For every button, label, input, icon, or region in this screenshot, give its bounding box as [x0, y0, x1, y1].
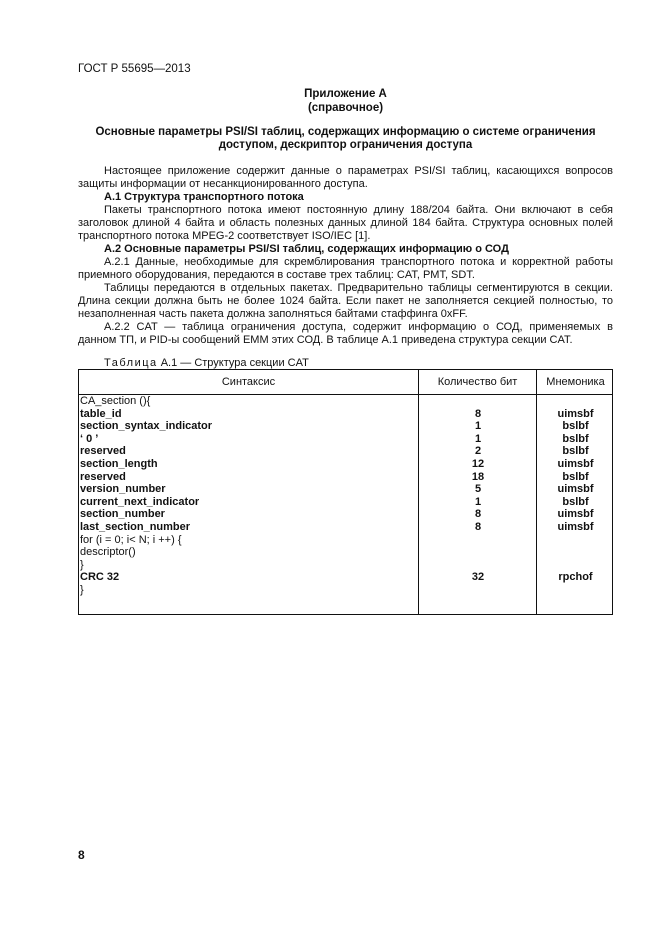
header-bits: Количество бит	[437, 376, 518, 388]
syntax-cell: }	[80, 558, 84, 571]
syntax-cell: table_id	[80, 407, 122, 420]
table-row	[79, 584, 612, 597]
bits-cell: 32	[471, 571, 485, 584]
appendix-heading-line2: доступом, дескриптор ограничения доступа	[218, 139, 473, 151]
bits-cell: 1	[474, 495, 482, 508]
syntax-cell: section_syntax_indicator	[80, 420, 213, 433]
table-row	[79, 571, 612, 584]
table-row	[79, 395, 612, 408]
table-row	[79, 483, 612, 496]
mnemonic-cell: uimsbf	[557, 508, 594, 521]
syntax-cell: section_number	[80, 508, 165, 521]
mnemonic-cell: uimsbf	[557, 457, 594, 470]
bits-cell: 8	[474, 407, 482, 420]
table-row	[79, 496, 612, 509]
table-caption-text: А.1 — Структура секции CAT	[160, 357, 309, 369]
table-row	[79, 559, 612, 572]
syntax-cell: ‘ 0 ’	[80, 432, 99, 445]
bits-cell: 8	[474, 520, 482, 533]
table-row	[79, 534, 612, 547]
mnemonic-cell: rpchof	[558, 571, 593, 584]
page-number: 8	[78, 848, 85, 862]
bits-cell: 1	[474, 432, 482, 445]
body-text	[78, 165, 613, 347]
table-caption	[104, 357, 309, 369]
header-syntax: Синтаксис	[221, 376, 276, 388]
mnemonic-cell: bslbf	[562, 420, 589, 433]
syntax-cell: descriptor()	[80, 546, 136, 559]
header-mnemonic: Мнемоника	[546, 376, 605, 388]
section-a1-title: А.1 Структура транспортного потока	[104, 191, 304, 203]
bits-cell: 18	[471, 470, 485, 483]
syntax-cell: last_section_number	[80, 520, 191, 533]
syntax-cell: section_length	[80, 457, 158, 470]
document-code: ГОСТ Р 55695—2013	[78, 63, 191, 75]
table-row	[79, 521, 612, 534]
packets-paragraph: Таблицы передаются в отдельных пакетах. Предварительно таблицы сегментируются в секции. Длина секции должна быть не более 1024 байта. Если пакет не заполняется секцией полностью, то незаполненная часть пакета должна заполняться байтами стаффинга 0xFF.	[78, 282, 613, 320]
mnemonic-cell: bslbf	[562, 432, 589, 445]
mnemonic-cell: bslbf	[562, 495, 589, 508]
bits-cell: 2	[474, 445, 482, 458]
mnemonic-cell: uimsbf	[557, 483, 594, 496]
mnemonic-cell: bslbf	[562, 445, 589, 458]
table-row	[79, 433, 612, 446]
syntax-cell: reserved	[80, 445, 126, 458]
syntax-cell: for (i = 0; i< N; i ++) {	[80, 533, 182, 546]
intro-paragraph: Настоящее приложение содержит данные о параметрах PSI/SI таблиц, касающихся вопросов защиты информации от несанкционированного доступа.	[78, 165, 613, 190]
syntax-cell: version_number	[80, 483, 166, 496]
section-a1-paragraph: Пакеты транспортного потока имеют постоянную длину 188/204 байта. Они включают в себя заголовок длиной 4 байта и область полезных данных длиной 184 байта. Структура основных полей транспортного потока MPEG-2 соответствует ISO/IEC [1].	[78, 204, 613, 242]
table-row	[79, 408, 612, 421]
mnemonic-cell: uimsbf	[557, 520, 594, 533]
appendix-heading-line1: Основные параметры PSI/SI таблиц, содержащих информацию о системе ограничения	[95, 126, 596, 138]
bits-cell: 1	[474, 420, 482, 433]
bits-cell: 12	[471, 457, 485, 470]
appendix-title: Приложение А	[304, 88, 387, 100]
syntax-cell: }	[80, 583, 84, 596]
syntax-cell: current_next_indicator	[80, 495, 200, 508]
table-row	[79, 458, 612, 471]
syntax-cell: CRC 32	[80, 571, 120, 584]
section-a2-title: А.2 Основные параметры PSI/SI таблиц, содержащих информацию о СОД	[104, 243, 509, 255]
bits-cell: 8	[474, 508, 482, 521]
table-caption-label: Таблица	[104, 357, 158, 369]
syntax-cell: CA_section (){	[80, 395, 151, 407]
section-a21-paragraph: А.2.1 Данные, необходимые для скремблирования транспортного потока и корректной работы приемного оборудования, передаются в составе трех таблиц: CAT, PMT, SDT.	[78, 256, 613, 281]
appendix-subtitle: (справочное)	[307, 102, 384, 114]
section-a22-paragraph: А.2.2 CAT — таблица ограничения доступа, содержит информацию о СОД, применяемых в данном ТП, и PID-ы сообщений EMM этих СОД. В таблице А.1 приведена структура секции CAT.	[78, 321, 613, 346]
syntax-cell: reserved	[80, 470, 126, 483]
bits-cell: 5	[474, 483, 482, 496]
table-row	[79, 508, 612, 521]
mnemonic-cell: bslbf	[562, 470, 589, 483]
cat-structure-table	[78, 369, 613, 615]
table-row	[79, 445, 612, 458]
table-body	[79, 395, 612, 597]
table-row	[79, 546, 612, 559]
mnemonic-cell: uimsbf	[557, 407, 594, 420]
table-row	[79, 471, 612, 484]
table-row	[79, 420, 612, 433]
